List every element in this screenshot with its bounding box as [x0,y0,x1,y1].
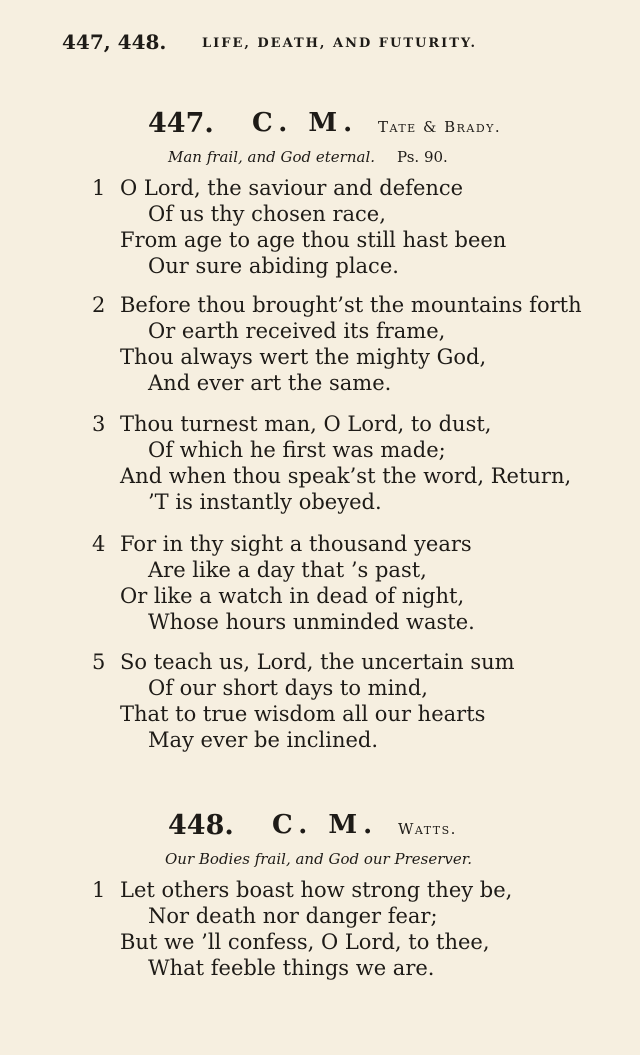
hymn-447-heading [0,108,640,148]
verse-line: O Lord, the saviour and defence [120,176,464,200]
hymn-meter: C. M. [272,810,379,840]
hymn-author: Watts. [398,820,457,838]
verse-number: 4 [92,532,106,556]
verse-line: That to true wisdom all our hearts [120,702,486,726]
verse-line: Of our short days to mind, [148,676,428,700]
hymn-meter: C. M. [252,108,359,138]
verse-line: Before thou brought’st the mountains forth [120,293,582,317]
verse-number: 1 [92,176,106,200]
verse-line: Thou always wert the mighty God, [120,345,487,369]
verse-line: Our sure abiding place. [148,254,399,278]
verse-number: 3 [92,412,106,436]
running-head-numbers: 447, 448. [62,30,167,54]
verse-line: Thou turnest man, O Lord, to dust, [120,412,492,436]
verse-line: And when thou speak’st the word, Return, [120,464,572,488]
psalm-reference: Ps. 90. [397,148,448,166]
verse-line: Whose hours unminded waste. [148,610,475,634]
verse-line: But we ’ll confess, O Lord, to thee, [120,930,490,954]
verse-number: 5 [92,650,106,674]
verse-line: May ever be inclined. [148,728,379,752]
verse-line: Nor death nor danger fear; [148,904,438,928]
hymn-447-subtitle [168,148,448,166]
verse-number: 1 [92,878,106,902]
running-head-title: LIFE, DEATH, AND FUTURITY. [202,36,478,51]
verse-line: What feeble things we are. [148,956,435,980]
verse-line: Of us thy chosen race, [148,202,386,226]
hymn-number: 447. [148,108,214,139]
subtitle-text: Our Bodies frail, and God our Preserver. [165,850,473,868]
hymn-author: Tate & Brady. [378,118,502,136]
verse-line: From age to age thou still hast been [120,228,507,252]
hymn-number: 448. [168,810,234,841]
verse-line: Of which he first was made; [148,438,446,462]
verse-line: Or like a watch in dead of night, [120,584,465,608]
verse-line: So teach us, Lord, the uncertain sum [120,650,515,674]
running-head [62,30,512,60]
hymn-448-subtitle [165,850,472,868]
verse-line: ’T is instantly obeyed. [148,490,382,514]
hymn-448-heading [0,810,640,850]
subtitle-text: Man frail, and God eternal. [168,148,376,166]
verse-line: Let others boast how strong they be, [120,878,513,902]
verse-line: And ever art the same. [148,371,392,395]
verse-line: Are like a day that ’s past, [148,558,427,582]
verse-line: Or earth received its frame, [148,319,446,343]
verse-line: For in thy sight a thousand years [120,532,472,556]
verse-number: 2 [92,293,106,317]
